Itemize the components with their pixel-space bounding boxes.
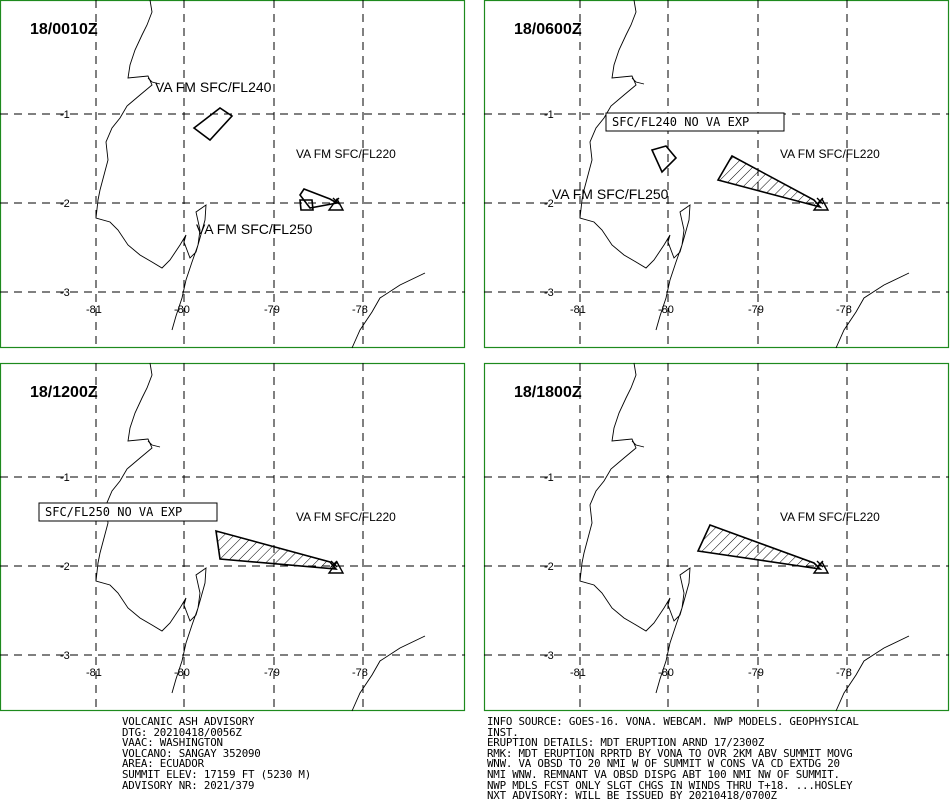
advisory-summit-elev: SUMMIT ELEV: 17159 FT (5230 M) — [122, 767, 312, 781]
lon-tick-label: -79 — [748, 667, 764, 679]
panel-frame — [1, 1, 465, 348]
advisory-info-source-cont: INST. — [487, 725, 519, 739]
axis-tick-labels — [60, 109, 368, 316]
map-panel-0600z — [484, 0, 949, 348]
advisory-details-block — [487, 717, 859, 802]
ash-area-plume — [698, 525, 820, 569]
coastline — [96, 363, 425, 711]
lon-tick-label: -79 — [748, 304, 764, 316]
advisory-remarks-cont: WNW. VA OBSD TO 20 NMI W OF SUMMIT W CONS VA CD EXTDG 20 — [487, 757, 840, 771]
advisory-remarks-cont: NMI WNW. REMNANT VA OBSD DISPG ABT 100 NMI NW OF SUMMIT. — [487, 767, 840, 781]
lat-tick-label: -1 — [60, 109, 70, 121]
advisory-vaac: VAAC: WASHINGTON — [122, 736, 223, 750]
no-va-expected-box — [39, 503, 217, 521]
no-va-expected-label: SFC/FL250 NO VA EXP — [45, 505, 183, 519]
lon-tick-label: -80 — [658, 304, 674, 316]
lon-tick-label: -80 — [658, 667, 674, 679]
no-va-expected-box — [606, 113, 784, 131]
advisory-dtg: DTG: 20210418/0056Z — [122, 725, 242, 739]
lon-tick-label: -79 — [264, 304, 280, 316]
lon-tick-label: -81 — [86, 667, 102, 679]
lat-tick-label: -2 — [60, 561, 70, 573]
panel-time: 18/1800Z — [514, 384, 582, 401]
ash-polygons — [216, 531, 336, 569]
axis-tick-labels — [544, 472, 852, 679]
lat-tick-label: -1 — [60, 472, 70, 484]
advisory-next: NXT ADVISORY: WILL BE ISSUED BY 20210418/0700Z — [487, 789, 777, 803]
lat-tick-label: -2 — [544, 198, 554, 210]
ash-polygons — [698, 525, 820, 569]
advisory-number: ADVISORY NR: 2021/379 — [122, 778, 255, 792]
advisory-area: AREA: ECUADOR — [122, 757, 204, 771]
axis-tick-labels — [544, 109, 852, 316]
panel-time: 18/1200Z — [30, 384, 98, 401]
map-panel-0010z — [0, 0, 465, 348]
ash-layer-label: VA FM SFC/FL250 — [552, 186, 669, 202]
lat-tick-label: -3 — [60, 287, 70, 299]
advisory-eruption-details: ERUPTION DETAILS: MDT ERUPTION ARND 17/2300Z — [487, 736, 765, 750]
lon-tick-label: -78 — [836, 304, 852, 316]
panel-time: 18/0010Z — [30, 21, 98, 38]
panel-time: 18/0600Z — [514, 21, 582, 38]
lon-tick-label: -79 — [264, 667, 280, 679]
lon-tick-label: -81 — [570, 304, 586, 316]
panel-frame — [485, 1, 949, 348]
lon-tick-label: -78 — [352, 667, 368, 679]
advisory-title: VOLCANIC ASH ADVISORY — [122, 715, 255, 728]
lon-tick-label: -78 — [352, 304, 368, 316]
ash-layer-label: VA FM SFC/FL220 — [296, 147, 396, 161]
ash-layer-label: VA FM SFC/FL220 — [780, 147, 880, 161]
advisory-remarks-cont: NWP MDLS FCST ONLY SLGT CHGS IN WINDS THRU T+18. ...HOSLEY — [487, 778, 853, 792]
lat-tick-label: -2 — [60, 198, 70, 210]
lat-tick-label: -2 — [544, 561, 554, 573]
map-panel-1800z — [484, 363, 949, 711]
lat-tick-label: -3 — [544, 650, 554, 662]
ash-layer-label: VA FM SFC/FL250 — [196, 221, 313, 237]
lon-tick-label: -80 — [174, 667, 190, 679]
ash-area-plume — [300, 189, 337, 208]
lat-tick-label: -1 — [544, 472, 554, 484]
advisory-header-block — [122, 717, 311, 791]
ash-layer-label: VA FM SFC/FL220 — [296, 510, 396, 524]
ash-layer-label: VA FM SFC/FL220 — [780, 510, 880, 524]
advisory-info-source: INFO SOURCE: GOES-16. VONA. WEBCAM. NWP MODELS. GEOPHYSICAL — [487, 715, 859, 728]
coastline — [96, 0, 425, 348]
lon-tick-label: -78 — [836, 667, 852, 679]
lat-tick-label: -3 — [60, 650, 70, 662]
map-panel-1200z — [0, 363, 465, 711]
ash-area-remnant — [194, 108, 232, 140]
lon-tick-label: -81 — [570, 667, 586, 679]
no-va-expected-label: SFC/FL240 NO VA EXP — [612, 115, 750, 129]
ash-area-plume — [718, 156, 820, 207]
lat-tick-label: -3 — [544, 287, 554, 299]
lat-tick-label: -1 — [544, 109, 554, 121]
advisory-volcano: VOLCANO: SANGAY 352090 — [122, 746, 261, 760]
advisory-remarks: RMK: MDT ERUPTION RPRTD BY VONA TO OVR 2KM ABV SUMMIT MOVG — [487, 746, 853, 760]
lon-tick-label: -81 — [86, 304, 102, 316]
ash-area-plume — [216, 531, 336, 569]
lon-tick-label: -80 — [174, 304, 190, 316]
ash-area-remnant — [652, 146, 676, 172]
ash-layer-label: VA FM SFC/FL240 — [155, 79, 272, 95]
